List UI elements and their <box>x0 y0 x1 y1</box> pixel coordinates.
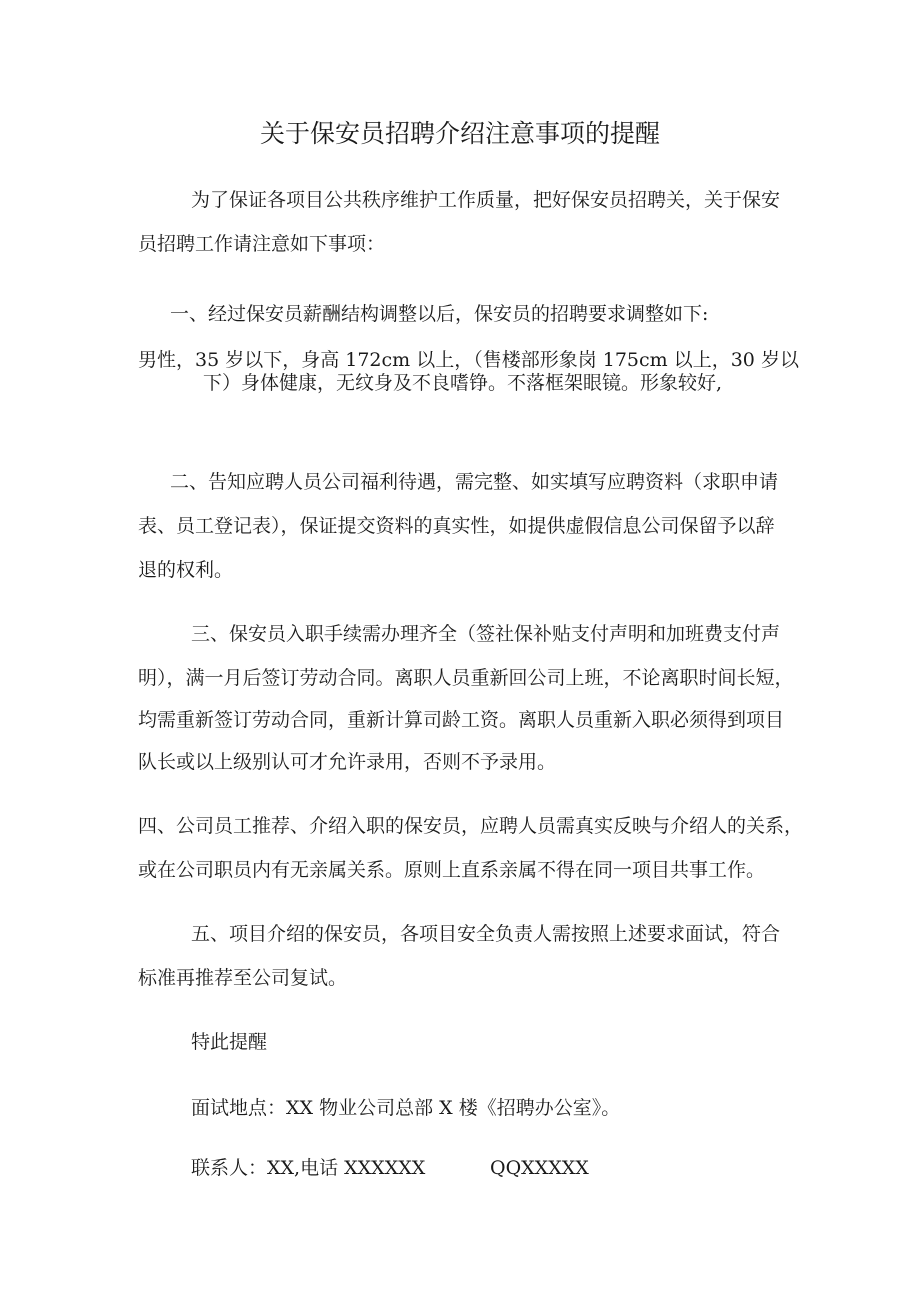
interview-location: 面试地点：XX 物业公司总部 X 楼《招聘办公室》。 <box>191 1097 621 1119</box>
document-title: 关于保安员招聘介绍注意事项的提醒 <box>259 119 660 148</box>
section1-line-1: 男性，35 岁以下，身高 172cm 以上，（售楼部形象岗 175cm 以上，30 岁以 <box>138 349 799 371</box>
intro-line-2: 员招聘工作请注意如下事项： <box>138 233 386 255</box>
section3-line-1: 三、保安员入职手续需办理齐全（签社保补贴支付声明和加班费支付声 <box>191 623 781 645</box>
section4-line-1: 四、公司员工推荐、介绍入职的保安员，应聘人员需真实反映与介绍人的关系， <box>138 815 804 837</box>
section5-line-2: 标准再推荐至公司复试。 <box>138 967 348 989</box>
section3-line-3: 均需重新签订劳动合同，重新计算司龄工资。离职人员重新入职必须得到项目 <box>138 709 785 731</box>
contact-person: 联系人：XX,电话 XXXXXX <box>191 1157 426 1179</box>
closing-remark: 特此提醒 <box>191 1031 268 1053</box>
section1-heading: 一、经过保安员薪酬结构调整以后，保安员的招聘要求调整如下: <box>170 303 709 325</box>
section3-line-2: 明），满一月后签订劳动合同。离职人员重新回公司上班，不论离职时间长短， <box>138 667 794 689</box>
section3-line-4: 队长或以上级别认可才允许录用，否则不予录用。 <box>138 751 557 773</box>
section4-line-2: 或在公司职员内有无亲属关系。原则上直系亲属不得在同一项目共事工作。 <box>138 859 766 881</box>
section2-line-3: 退的权利。 <box>138 559 234 581</box>
intro-line-1: 为了保证各项目公共秩序维护工作质量，把好保安员招聘关，关于保安 <box>191 189 781 211</box>
contact-qq: QQXXXXX <box>490 1157 589 1179</box>
section5-line-1: 五、项目介绍的保安员，各项目安全负责人需按照上述要求面试，符合 <box>191 923 781 945</box>
section2-line-2: 表、员工登记表），保证提交资料的真实性，如提供虚假信息公司保留予以辞 <box>138 515 775 537</box>
section1-line-2: 下）身体健康，无纹身及不良嗜铮。不落框架眼镜。形象较好, <box>203 372 723 394</box>
section2-line-1: 二、告知应聘人员公司福利待遇，需完整、如实填写应聘资料（求职申请 <box>170 471 779 493</box>
